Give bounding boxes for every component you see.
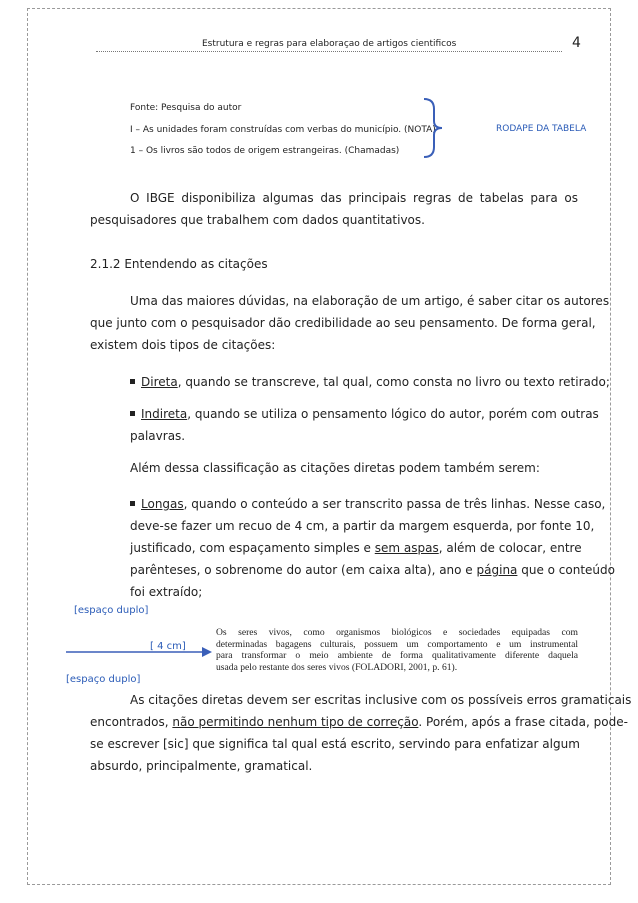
- paragraph-text: encontrados,: [90, 715, 173, 729]
- bullet-text: , quando se transcreve, tal qual, como consta no livro ou texto retirado;: [177, 375, 610, 389]
- double-space-bottom-label: [espaço duplo]: [66, 674, 141, 685]
- paragraph-line: pesquisadores que trabalhem com dados quantitativos.: [90, 213, 425, 227]
- quote-line: usada pelo restante dos seres vivos (FOLADORI, 2001, p. 61).: [216, 661, 458, 673]
- classification-sentence: [130, 457, 578, 479]
- bullet-text: foi extraído;: [130, 585, 203, 599]
- block-quote: [216, 627, 578, 673]
- term-longas: Longas: [141, 497, 184, 511]
- bullet-text: justificado, com espaçamento simples e: [130, 541, 375, 555]
- bullet-indireta: [130, 403, 599, 447]
- underlined-phrase: não permitindo nenhum tipo de correção: [172, 715, 419, 729]
- term-pagina: página: [476, 563, 518, 577]
- quote-line: determinadas bagagens culturais, possuem um comportamento e um instrumental: [216, 638, 578, 650]
- paragraph-line: O IBGE disponibiliza algumas das principais regras de tabelas para os: [130, 191, 578, 205]
- bullet-text: deve-se fazer um recuo de 4 cm, a partir da margem esquerda, por fonte 10,: [130, 519, 595, 533]
- term-indireta: Indireta: [141, 407, 188, 421]
- paragraph-line: absurdo, principalmente, gramatical.: [90, 759, 313, 773]
- paragraph-citations-intro: [90, 290, 610, 356]
- section-title: 2.1.2 Entendendo as citações: [90, 257, 268, 271]
- page-number: 4: [572, 35, 581, 51]
- bullet-direta: [130, 371, 610, 393]
- bullet-text: , quando o conteúdo a ser transcrito passa de três linhas. Nesse caso,: [183, 497, 606, 511]
- indent-label: [ 4 cm]: [150, 641, 186, 652]
- bullet-text: , além de colocar, entre: [438, 541, 582, 555]
- paragraph-direct-citations: [90, 689, 632, 777]
- running-header-title: Estrutura e regras para elaboraçao de artigos cientificos: [202, 39, 457, 49]
- bullet-square-icon: [130, 501, 135, 506]
- paragraph-line: se escrever [sic] que significa tal qual está escrito, servindo para enfatizar algum: [90, 737, 580, 751]
- bullet-square-icon: [130, 379, 135, 384]
- paragraph-text: . Porém, após a frase citada, pode-: [418, 715, 628, 729]
- bullet-longas: [130, 493, 615, 603]
- table-note-line: I – As unidades foram construídas com verbas do município. (NOTA): [130, 125, 436, 135]
- paragraph-ibge: [90, 187, 578, 231]
- paragraph-line: que junto com o pesquisador dão credibilidade ao seu pensamento. De forma geral,: [90, 316, 596, 330]
- table-footer-label: RODAPE DA TABELA: [496, 124, 587, 134]
- bullet-text: palavras.: [130, 429, 186, 443]
- bullet-square-icon: [130, 411, 135, 416]
- term-direta: Direta: [141, 375, 178, 389]
- bullet-text: , quando se utiliza o pensamento lógico do autor, porém com outras: [187, 407, 599, 421]
- term-sem-aspas: sem aspas: [374, 541, 439, 555]
- paragraph-line: Uma das maiores dúvidas, na elaboração de um artigo, é saber citar os autores: [130, 294, 610, 308]
- paragraph-line: As citações diretas devem ser escritas inclusive com os possíveis erros gramaticais: [130, 693, 632, 707]
- paragraph-line: Além dessa classificação as citações diretas podem também serem:: [130, 461, 540, 475]
- table-call-line: 1 – Os livros são todos de origem estrangeiras. (Chamadas): [130, 146, 400, 156]
- table-source-line: Fonte: Pesquisa do autor: [130, 103, 242, 113]
- indent-arrow-icon: [66, 646, 216, 658]
- bullet-text: que o conteúdo: [517, 563, 615, 577]
- quote-line: para transformar o meio ambiente de forma qualitativamente diferente daquela: [216, 650, 578, 661]
- quote-line: Os seres vivos, como organismos biológicos e sociedades equipadas com: [216, 627, 578, 638]
- double-space-top-label: [espaço duplo]: [74, 605, 149, 616]
- curly-brace-icon: [422, 97, 444, 159]
- header-rule: [96, 51, 562, 52]
- bullet-text: parênteses, o sobrenome do autor (em caixa alta), ano e: [130, 563, 477, 577]
- paragraph-line: existem dois tipos de citações:: [90, 338, 276, 352]
